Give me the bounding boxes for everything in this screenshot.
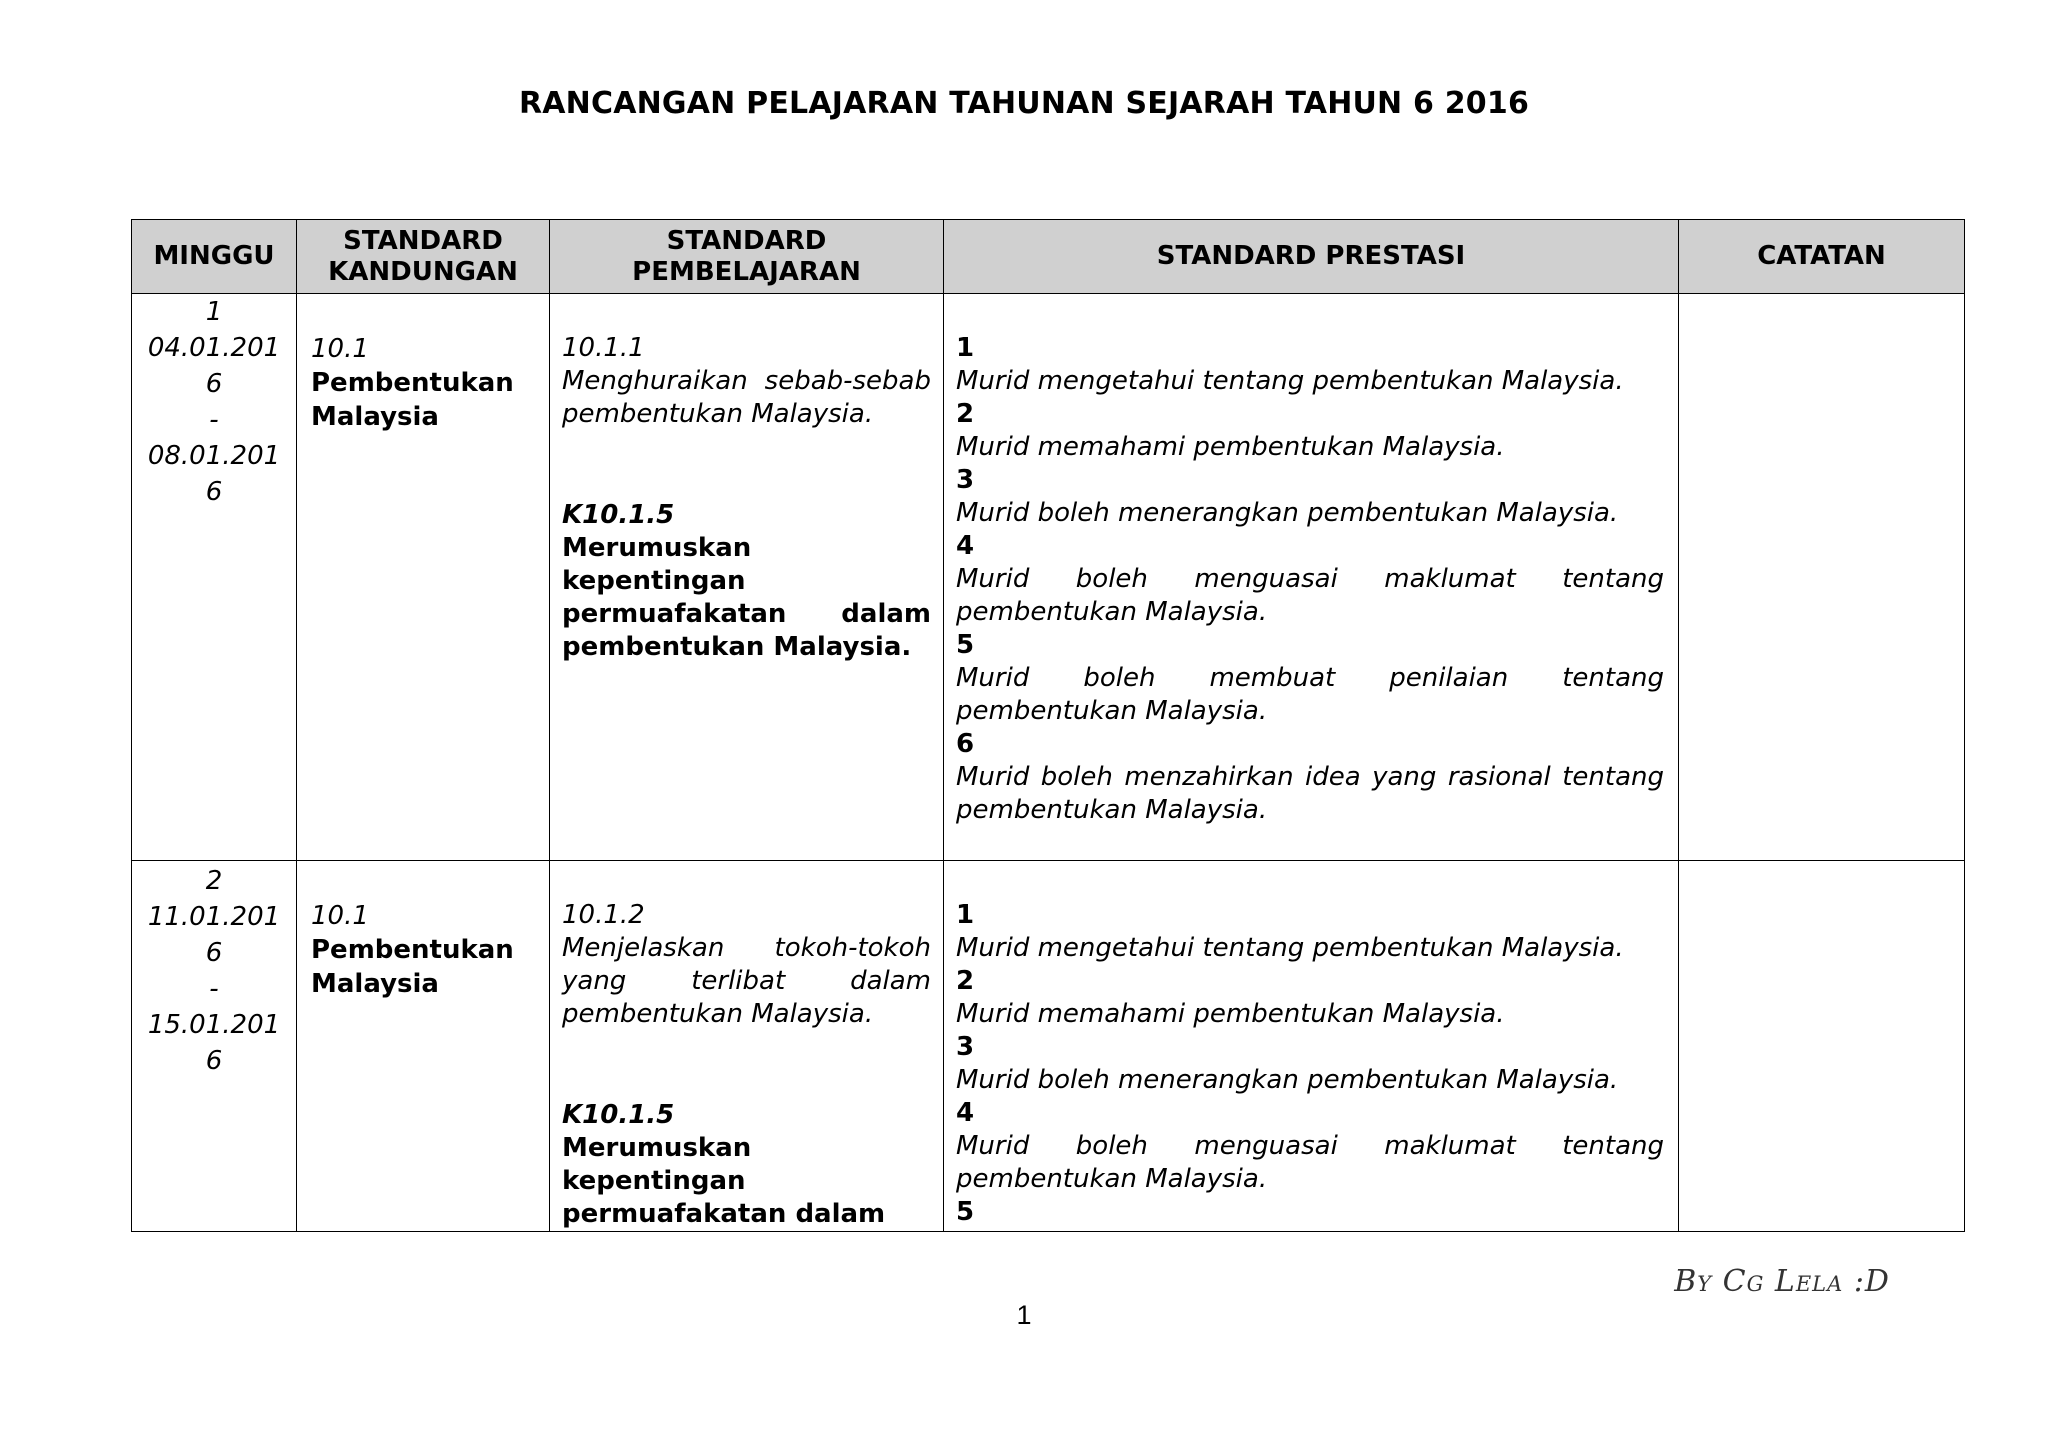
kandungan-code: 10.1	[311, 901, 369, 931]
prestasi-level: 5	[956, 630, 975, 660]
prestasi-level: 1	[956, 333, 975, 363]
header-catatan: CATATAN	[1679, 220, 1965, 294]
standard-kandungan-cell	[297, 294, 550, 861]
prestasi-level: 3	[956, 1032, 975, 1062]
header-standard-prestasi: STANDARD PRESTASI	[944, 220, 1679, 294]
catatan-cell	[1679, 861, 1965, 1232]
week-start-date-cont: 6	[205, 369, 223, 399]
lesson-plan-table	[131, 219, 1965, 1232]
standard-prestasi-cell	[944, 861, 1679, 1232]
week-date-separator: -	[209, 974, 219, 1004]
prestasi-level: 6	[956, 729, 975, 759]
prestasi-text: Murid boleh menerangkan pembentukan Malaysia.	[956, 498, 1619, 528]
week-start-date-cont: 6	[205, 938, 223, 968]
week-number: 2	[205, 866, 223, 896]
prestasi-level: 1	[956, 900, 975, 930]
prestasi-level: 4	[956, 1098, 975, 1128]
prestasi-level: 2	[956, 399, 975, 429]
prestasi-text: Murid boleh menerangkan pembentukan Malaysia.	[956, 1065, 1619, 1095]
prestasi-text: Murid boleh menzahirkan idea yang rasional tentang pembentukan Malaysia.	[956, 762, 1664, 825]
header-pembelajaran-line2: PEMBELAJARAN	[632, 256, 861, 287]
k-desc: Merumuskan kepentingan permuafakatan dalam pembentukan Malaysia.	[562, 533, 931, 662]
week-end-date: 08.01.201	[147, 441, 281, 471]
kandungan-name: Pembentukan Malaysia	[311, 935, 514, 999]
pembelajaran-desc: Menghuraikan sebab-sebab pembentukan Malaysia.	[562, 366, 931, 429]
week-start-date: 04.01.201	[147, 333, 281, 363]
prestasi-text: Murid boleh membuat penilaian tentang pembentukan Malaysia.	[956, 663, 1664, 726]
author-signature: By Cg Lela :D	[1674, 1264, 1890, 1299]
week-number: 1	[205, 297, 223, 327]
prestasi-text: Murid memahami pembentukan Malaysia.	[956, 432, 1505, 462]
prestasi-text: Murid boleh menguasai maklumat tentang pembentukan Malaysia.	[956, 564, 1664, 627]
catatan-cell	[1679, 294, 1965, 861]
page-number: 1	[1016, 1300, 1032, 1330]
standard-pembelajaran-cell	[550, 294, 944, 861]
week-cell	[132, 294, 297, 861]
prestasi-level: 4	[956, 531, 975, 561]
standard-pembelajaran-cell	[550, 861, 944, 1232]
week-start-date: 11.01.201	[147, 902, 281, 932]
prestasi-level: 3	[956, 465, 975, 495]
header-kandungan-line1: STANDARD	[343, 225, 503, 256]
week-end-date-cont: 6	[205, 1046, 223, 1076]
week-date-separator: -	[209, 405, 219, 435]
pembelajaran-code: 10.1.1	[562, 333, 645, 363]
week-cell	[132, 861, 297, 1232]
standard-prestasi-cell	[944, 294, 1679, 861]
table-header-row	[132, 220, 1965, 294]
k-desc: Merumuskan kepentingan permuafakatan dalam	[562, 1133, 886, 1229]
k-code: K10.1.5	[562, 500, 675, 530]
prestasi-text: Murid mengetahui tentang pembentukan Malaysia.	[956, 933, 1624, 963]
header-pembelajaran-line1: STANDARD	[666, 225, 827, 256]
k-code: K10.1.5	[562, 1100, 675, 1130]
header-minggu: MINGGU	[132, 220, 297, 294]
header-standard-kandungan	[297, 220, 550, 294]
kandungan-name: Pembentukan Malaysia	[311, 368, 514, 432]
week-end-date-cont: 6	[205, 477, 223, 507]
prestasi-level: 5	[956, 1197, 975, 1227]
table-row	[132, 861, 1965, 1232]
header-kandungan-line2: KANDUNGAN	[328, 256, 518, 287]
kandungan-code: 10.1	[311, 334, 369, 364]
standard-kandungan-cell	[297, 861, 550, 1232]
page-title: RANCANGAN PELAJARAN TAHUNAN SEJARAH TAHUN 6 2016	[518, 86, 1530, 121]
week-end-date: 15.01.201	[147, 1010, 281, 1040]
prestasi-text: Murid mengetahui tentang pembentukan Malaysia.	[956, 366, 1624, 396]
prestasi-text: Murid boleh menguasai maklumat tentang pembentukan Malaysia.	[956, 1131, 1664, 1194]
prestasi-text: Murid memahami pembentukan Malaysia.	[956, 999, 1505, 1029]
prestasi-level: 2	[956, 966, 975, 996]
pembelajaran-code: 10.1.2	[562, 900, 645, 930]
pembelajaran-desc: Menjelaskan tokoh-tokoh yang terlibat dalam pembentukan Malaysia.	[562, 933, 931, 1029]
table-row	[132, 294, 1965, 861]
header-standard-pembelajaran	[550, 220, 944, 294]
